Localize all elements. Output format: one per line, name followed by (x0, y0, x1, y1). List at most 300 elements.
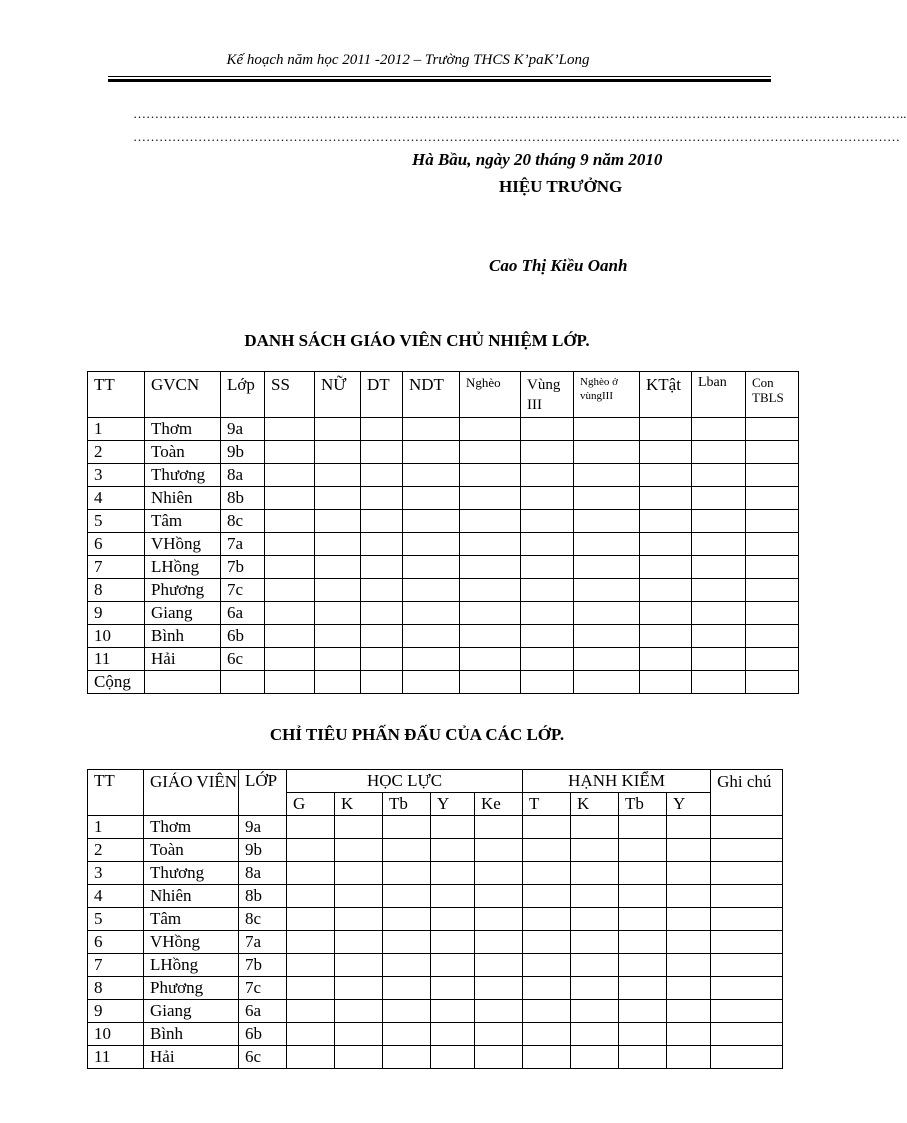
cell-empty (460, 510, 521, 533)
cell-tt: 1 (88, 418, 145, 441)
cell-empty (383, 885, 431, 908)
col-header-giao-vien: GIÁO VIÊN (144, 770, 239, 816)
cell-empty (521, 648, 574, 671)
cell-lop: 7a (221, 533, 265, 556)
table1-header-row (88, 372, 799, 418)
cell-empty (361, 533, 403, 556)
cell-empty (335, 977, 383, 1000)
cell-empty (523, 885, 571, 908)
cell-empty (361, 464, 403, 487)
cell-empty (431, 816, 475, 839)
cell-empty (574, 464, 640, 487)
col-header: Nghèo (460, 372, 521, 418)
cell-lop: 8b (239, 885, 287, 908)
cell-empty (692, 648, 746, 671)
table-row (88, 816, 783, 839)
sub-header: Y (667, 793, 711, 816)
cell-empty (287, 839, 335, 862)
cell-tt: 4 (88, 885, 144, 908)
cell-giao-vien: Thương (144, 862, 239, 885)
cell-empty (711, 839, 783, 862)
cell-empty (383, 816, 431, 839)
cell-empty (315, 510, 361, 533)
cell-empty (746, 510, 799, 533)
cell-empty (521, 510, 574, 533)
cell-empty (692, 556, 746, 579)
col-header-tt: TT (88, 770, 144, 816)
sub-header: Y (431, 793, 475, 816)
cell-empty (521, 464, 574, 487)
cell-empty (287, 862, 335, 885)
col-header: KTật (640, 372, 692, 418)
cell-empty (335, 839, 383, 862)
cell-empty (619, 931, 667, 954)
sub-header: K (335, 793, 383, 816)
cell-lop: 7b (239, 954, 287, 977)
principal-name: Cao Thị Kiều Oanh (489, 256, 628, 275)
cell-lop: 8a (221, 464, 265, 487)
cell-empty (692, 533, 746, 556)
header-rule-thin (108, 76, 771, 77)
col-header: Con TBLS (746, 372, 799, 418)
cell-empty (361, 602, 403, 625)
cell-empty (711, 954, 783, 977)
cell-empty (571, 977, 619, 1000)
cell-empty (475, 816, 523, 839)
cell-empty (221, 671, 265, 694)
cell-empty (460, 533, 521, 556)
cell-empty (574, 441, 640, 464)
cell-lop: 6b (221, 625, 265, 648)
cell-empty (287, 816, 335, 839)
cell-empty (667, 885, 711, 908)
cell-empty (361, 510, 403, 533)
cell-empty (574, 579, 640, 602)
sub-header: G (287, 793, 335, 816)
cell-empty (315, 487, 361, 510)
cell-giao-vien: Giang (144, 1000, 239, 1023)
cell-empty (460, 602, 521, 625)
cell-lop: 9a (221, 418, 265, 441)
table-row (88, 418, 799, 441)
cell-lop: 7c (239, 977, 287, 1000)
cell-empty (523, 908, 571, 931)
cell-empty (315, 556, 361, 579)
cell-empty (460, 464, 521, 487)
table-row (88, 487, 799, 510)
cell-empty (431, 931, 475, 954)
cell-empty (640, 533, 692, 556)
cell-empty (692, 671, 746, 694)
cell-empty (571, 1046, 619, 1069)
cell-empty (315, 418, 361, 441)
cell-empty (746, 556, 799, 579)
cell-empty (746, 602, 799, 625)
cell-empty (460, 625, 521, 648)
cell-empty (361, 579, 403, 602)
cell-empty (571, 862, 619, 885)
cell-lop: 7c (221, 579, 265, 602)
cell-gvcn: VHồng (145, 533, 221, 556)
cell-tt: 8 (88, 977, 144, 1000)
table-row (88, 954, 783, 977)
table-row (88, 1046, 783, 1069)
col-header: Lban (692, 372, 746, 418)
cell-empty (640, 556, 692, 579)
cell-empty (335, 954, 383, 977)
homeroom-teacher-table (87, 371, 799, 694)
col-header-hanh-kiem: HẠNH KIỂM (523, 770, 711, 793)
cell-giao-vien: Nhiên (144, 885, 239, 908)
cell-empty (315, 441, 361, 464)
col-header: Lớp (221, 372, 265, 418)
cell-empty (640, 510, 692, 533)
cell-empty (619, 1046, 667, 1069)
cell-empty (460, 556, 521, 579)
cell-empty (403, 556, 460, 579)
sub-header: T (523, 793, 571, 816)
cell-tt: 1 (88, 816, 144, 839)
header-rule-thick (108, 79, 771, 82)
table1-title: DANH SÁCH GIÁO VIÊN CHỦ NHIỆM LỚP. (244, 331, 590, 350)
cell-giao-vien: LHồng (144, 954, 239, 977)
cell-empty (574, 533, 640, 556)
cell-empty (692, 441, 746, 464)
cell-empty (692, 510, 746, 533)
cell-empty (460, 648, 521, 671)
cell-empty (335, 908, 383, 931)
sub-header: Tb (619, 793, 667, 816)
cell-empty (746, 441, 799, 464)
table-row (88, 839, 783, 862)
col-header: Vùng III (521, 372, 574, 418)
cell-empty (746, 579, 799, 602)
cell-empty (640, 464, 692, 487)
cell-empty (383, 908, 431, 931)
cell-empty (403, 533, 460, 556)
cell-lop: 8a (239, 862, 287, 885)
col-header: NỮ (315, 372, 361, 418)
cell-empty (667, 1023, 711, 1046)
cell-lop: 6b (239, 1023, 287, 1046)
cell-empty (361, 671, 403, 694)
cell-empty (574, 648, 640, 671)
cell-giao-vien: Thơm (144, 816, 239, 839)
table-row (88, 464, 799, 487)
cell-empty (667, 816, 711, 839)
cell-gvcn: Thương (145, 464, 221, 487)
cell-lop: 6a (239, 1000, 287, 1023)
cell-empty (746, 671, 799, 694)
cell-empty (287, 1023, 335, 1046)
cell-empty (692, 487, 746, 510)
cell-empty (403, 487, 460, 510)
cell-empty (523, 862, 571, 885)
sub-header: Ke (475, 793, 523, 816)
cell-empty (523, 1000, 571, 1023)
cell-empty (145, 671, 221, 694)
cell-tt: 11 (88, 1046, 144, 1069)
cell-empty (265, 648, 315, 671)
cell-empty (711, 931, 783, 954)
cell-empty (667, 931, 711, 954)
table-row (88, 510, 799, 533)
table-row (88, 556, 799, 579)
col-header: TT (88, 372, 145, 418)
cell-empty (265, 671, 315, 694)
cell-empty (523, 931, 571, 954)
cell-empty (265, 418, 315, 441)
cell-empty (287, 931, 335, 954)
cell-tt: 4 (88, 487, 145, 510)
cell-empty (521, 533, 574, 556)
cell-empty (403, 418, 460, 441)
cell-empty (361, 648, 403, 671)
cell-empty (383, 1000, 431, 1023)
cell-tt: 7 (88, 954, 144, 977)
cell-empty (746, 625, 799, 648)
table-row (88, 579, 799, 602)
table-row (88, 862, 783, 885)
cell-empty (523, 1023, 571, 1046)
cell-empty (475, 862, 523, 885)
cell-empty (431, 1046, 475, 1069)
cell-empty (403, 671, 460, 694)
cell-empty (383, 1023, 431, 1046)
cell-empty (640, 487, 692, 510)
cell-empty (640, 625, 692, 648)
cell-empty (315, 625, 361, 648)
cell-empty (403, 648, 460, 671)
cell-empty (265, 487, 315, 510)
cell-empty (667, 908, 711, 931)
col-header-ghi-chu: Ghi chú (711, 770, 783, 816)
cell-empty (287, 977, 335, 1000)
table-row (88, 908, 783, 931)
cell-tt: 2 (88, 839, 144, 862)
cell-empty (521, 487, 574, 510)
cell-giao-vien: Toàn (144, 839, 239, 862)
cell-empty (746, 418, 799, 441)
cell-empty (640, 418, 692, 441)
cell-empty (746, 464, 799, 487)
table2-title: CHỈ TIÊU PHẤN ĐẤU CỦA CÁC LỚP. (269, 725, 565, 744)
cell-empty (361, 625, 403, 648)
cell-empty (265, 510, 315, 533)
cell-lop: 9b (221, 441, 265, 464)
table-row (88, 441, 799, 464)
cell-empty (315, 602, 361, 625)
cell-empty (335, 862, 383, 885)
cell-empty (287, 954, 335, 977)
cell-empty (460, 441, 521, 464)
cell-giao-vien: Tâm (144, 908, 239, 931)
cell-empty (692, 602, 746, 625)
cell-empty (335, 931, 383, 954)
cell-lop: 7a (239, 931, 287, 954)
table-row (88, 533, 799, 556)
class-targets-table (87, 769, 783, 1069)
cell-empty (521, 556, 574, 579)
cell-lop: 7b (221, 556, 265, 579)
cell-empty (431, 977, 475, 1000)
cell-empty (571, 1000, 619, 1023)
cell-empty (383, 954, 431, 977)
cell-empty (431, 862, 475, 885)
cell-empty (640, 602, 692, 625)
cell-empty (523, 954, 571, 977)
table-row (88, 931, 783, 954)
cell-empty (265, 556, 315, 579)
cell-empty (571, 1023, 619, 1046)
dotted-line-1: …………………………………………………………………………………………………………………………………………………………….. (133, 106, 907, 121)
cell-tt: 9 (88, 602, 145, 625)
table-row (88, 1023, 783, 1046)
cell-empty (335, 1000, 383, 1023)
cell-empty (574, 625, 640, 648)
table-row (88, 1000, 783, 1023)
cell-empty (667, 1000, 711, 1023)
cell-empty (383, 931, 431, 954)
cell-empty (403, 464, 460, 487)
cell-empty (692, 464, 746, 487)
cell-empty (521, 579, 574, 602)
cell-empty (361, 487, 403, 510)
cell-empty (431, 908, 475, 931)
cell-empty (265, 602, 315, 625)
cell-empty (619, 862, 667, 885)
cell-empty (523, 1046, 571, 1069)
cell-empty (403, 579, 460, 602)
cell-empty (431, 1023, 475, 1046)
cell-empty (403, 441, 460, 464)
cell-empty (361, 441, 403, 464)
sub-header: Tb (383, 793, 431, 816)
cell-empty (403, 602, 460, 625)
place-date: Hà Bầu, ngày 20 tháng 9 năm 2010 (412, 150, 663, 169)
cell-empty (383, 1046, 431, 1069)
cell-gvcn: Giang (145, 602, 221, 625)
cell-tt: 5 (88, 908, 144, 931)
cell-empty (667, 862, 711, 885)
cell-empty (315, 671, 361, 694)
cell-empty (667, 1046, 711, 1069)
cell-empty (383, 839, 431, 862)
cell-empty (475, 1046, 523, 1069)
cell-empty (315, 648, 361, 671)
col-header: NDT (403, 372, 460, 418)
cell-empty (746, 533, 799, 556)
col-header-lop: LỚP (239, 770, 287, 816)
cell-empty (521, 441, 574, 464)
cell-empty (475, 908, 523, 931)
table-row (88, 885, 783, 908)
cell-empty (692, 418, 746, 441)
cell-gvcn: Thơm (145, 418, 221, 441)
cell-empty (521, 625, 574, 648)
cell-gvcn: Nhiên (145, 487, 221, 510)
table-row (88, 625, 799, 648)
cell-empty (619, 908, 667, 931)
cell-empty (619, 839, 667, 862)
cell-lop: 8b (221, 487, 265, 510)
cell-giao-vien: VHồng (144, 931, 239, 954)
cell-empty (315, 533, 361, 556)
cell-lop: 6c (221, 648, 265, 671)
cell-empty (711, 862, 783, 885)
cell-empty (571, 816, 619, 839)
cell-gvcn: LHồng (145, 556, 221, 579)
cell-lop: 8c (221, 510, 265, 533)
cell-empty (640, 441, 692, 464)
cell-empty (460, 487, 521, 510)
cell-empty (574, 556, 640, 579)
cell-empty (571, 839, 619, 862)
cell-empty (361, 556, 403, 579)
cell-empty (574, 602, 640, 625)
cell-tt: 5 (88, 510, 145, 533)
cell-tt: 2 (88, 441, 145, 464)
cell-empty (746, 648, 799, 671)
page-header: Kế hoạch năm học 2011 -2012 – Trường THCS K’paK’Long (226, 52, 590, 68)
cell-gvcn: Tâm (145, 510, 221, 533)
cell-giao-vien: Phương (144, 977, 239, 1000)
cell-empty (574, 510, 640, 533)
cell-empty (667, 839, 711, 862)
cell-empty (403, 625, 460, 648)
cell-empty (475, 1000, 523, 1023)
cell-empty (619, 885, 667, 908)
cell-empty (475, 977, 523, 1000)
cell-empty (619, 977, 667, 1000)
cell-empty (619, 1023, 667, 1046)
cell-empty (692, 625, 746, 648)
cell-empty (460, 418, 521, 441)
cell-empty (692, 579, 746, 602)
cell-lop: 6c (239, 1046, 287, 1069)
cell-empty (640, 579, 692, 602)
cell-empty (711, 908, 783, 931)
cell-empty (640, 671, 692, 694)
cell-lop: 6a (221, 602, 265, 625)
col-header-hoc-luc: HỌC LỰC (287, 770, 523, 793)
cell-empty (265, 579, 315, 602)
cell-empty (574, 487, 640, 510)
cell-empty (521, 418, 574, 441)
cell-empty (287, 908, 335, 931)
cell-empty (523, 977, 571, 1000)
cell-empty (383, 862, 431, 885)
cell-empty (711, 885, 783, 908)
cell-empty (619, 1000, 667, 1023)
cell-empty (711, 1000, 783, 1023)
col-header: SS (265, 372, 315, 418)
cell-empty (315, 464, 361, 487)
dotted-line-2: …………………………………………………………………………………………………………………………………………………………… (133, 129, 900, 144)
cell-giao-vien: Bình (144, 1023, 239, 1046)
cell-empty (574, 418, 640, 441)
cell-gvcn: Hải (145, 648, 221, 671)
cell-empty (571, 908, 619, 931)
cell-empty (746, 487, 799, 510)
cell-empty (335, 816, 383, 839)
cell-empty (523, 816, 571, 839)
cell-empty (711, 1023, 783, 1046)
table-row (88, 977, 783, 1000)
cell-empty (431, 839, 475, 862)
cell-empty (460, 671, 521, 694)
cell-empty (287, 1046, 335, 1069)
